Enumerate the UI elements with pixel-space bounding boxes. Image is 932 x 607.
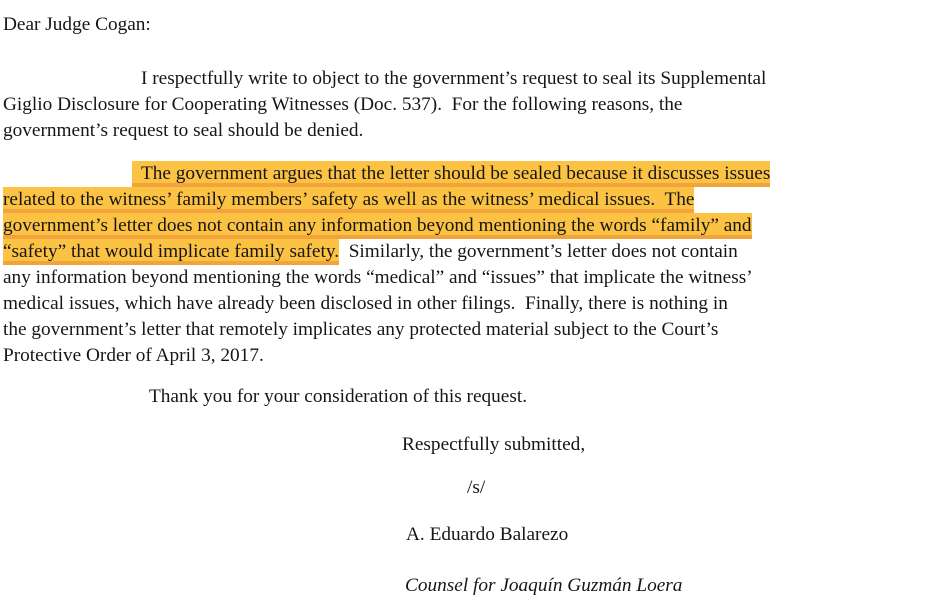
signature-s-slash [467,475,932,501]
text-segment: Thank you for your consideration of this request. [149,386,528,407]
highlighted-text: “safety” that would implicate family safety. [3,239,339,265]
letter-line [3,161,932,187]
text-segment: /s/ [467,477,486,498]
highlighted-text: government’s letter does not contain any information beyond mentioning the words “family” and [3,213,752,239]
text-segment: any information beyond mentioning the words “medical” and “issues” that implicate the witness’ [3,267,753,288]
text-segment: A. Eduardo Balarezo [406,524,569,545]
text-segment: Counsel for Joaquín Guzmán Loera [405,575,683,596]
text-segment: government’s request to seal should be denied. [3,120,364,141]
letter-line [3,317,932,343]
letter-line [3,384,932,410]
letter-line [406,522,932,548]
closing-paragraph [3,384,932,410]
letter-line [3,239,932,265]
paragraph-objection [3,66,932,144]
text-segment: Giglio Disclosure for Cooperating Witnesses (Doc. 537). For the following reasons, the [3,94,683,115]
signature-respectfully [402,432,932,458]
text-segment: Respectfully submitted, [402,434,586,455]
letter-line [405,573,932,599]
text-segment: I respectfully write to object to the government’s request to seal its Supplemental [141,68,767,89]
highlighted-text: related to the witness’ family members’ safety as well as the witness’ medical issues. The [3,187,694,213]
letter-line [3,265,932,291]
paragraph-argument [3,161,932,369]
text-segment: Dear Judge Cogan: [3,14,151,35]
letter-line [3,291,932,317]
letter-line [3,66,932,92]
text-segment: medical issues, which have already been disclosed in other filings. Finally, there is nothing in [3,293,728,314]
letter-line [402,432,932,458]
letter-line [3,187,932,213]
salutation-block [3,12,932,38]
signature-counsel-line [405,573,932,599]
text-segment: Similarly, the government’s letter does not contain [339,241,738,262]
signature-attorney-name [406,522,932,548]
letter-line [3,92,932,118]
letter-line [3,12,932,38]
text-segment: the government’s letter that remotely implicates any protected material subject to the Court’s [3,319,719,340]
letter-line [3,343,932,369]
highlighted-text: The government argues that the letter should be sealed because it discusses issues [132,161,770,187]
letter-line [467,475,932,501]
letter-line [3,118,932,144]
letter-line [3,213,932,239]
text-segment: Protective Order of April 3, 2017. [3,345,264,366]
